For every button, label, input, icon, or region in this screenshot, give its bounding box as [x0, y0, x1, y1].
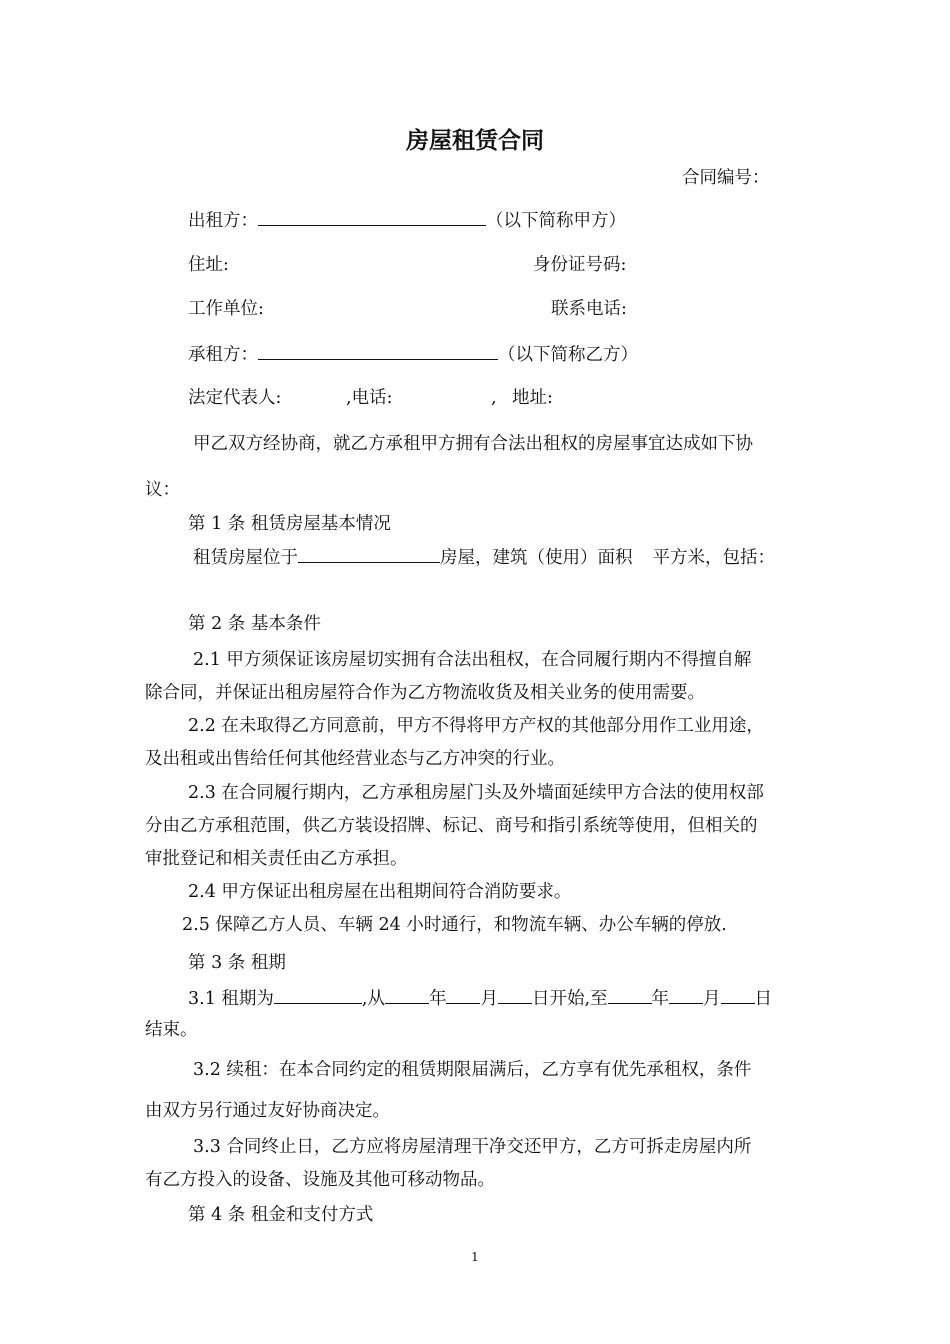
article-2-heading: 第 2 条 基本条件 [188, 614, 321, 634]
document-title: 房屋租赁合同 [406, 128, 544, 154]
term-label: 3.1 租期为 [188, 989, 274, 1009]
id-number-label: 身份证号码: [533, 255, 627, 275]
intro-line-1 [193, 432, 805, 456]
location-prefix: 租赁房屋位于 [193, 548, 298, 568]
legal-rep-phone-label: ,电话: [346, 388, 393, 408]
article-3-heading: 第 3 条 租期 [188, 953, 286, 973]
location-blank[interactable] [298, 545, 440, 563]
end-year-label: 年 [651, 989, 670, 1009]
clause-2-3-line-1: 2.3 在合同履行期内，乙方承租房屋门头及外墙面延续甲方合法的使用权部 [188, 783, 764, 803]
lessee-line [188, 342, 638, 367]
end-month-label: 月 [703, 989, 721, 1009]
work-unit-label: 工作单位: [188, 299, 264, 319]
clause-3-2-line-1: 3.2 续租：在本合同约定的租赁期限届满后，乙方享有优先承租权，条件 [193, 1060, 752, 1080]
lessor-suffix: （以下简称甲方） [486, 211, 626, 231]
clause-2-2-line-1: 2.2 在未取得乙方同意前，甲方不得将甲方产权的其他部分用作工业用途， [188, 716, 764, 736]
clause-2-4: 2.4 甲方保证出租房屋在出租期间符合消防要求。 [188, 882, 572, 902]
clause-2-3-line-3: 审批登记和相关责任由乙方承担。 [145, 849, 408, 869]
start-year-label: 年 [428, 989, 447, 1009]
clause-3-3-line-1: 3.3 合同终止日，乙方应将房屋清理干净交还甲方，乙方可拆走房屋内所 [193, 1137, 752, 1157]
contract-number-label: 合同编号： [682, 168, 770, 188]
article-1-location-line [193, 545, 775, 570]
lessee-suffix: （以下简称乙方） [498, 345, 638, 365]
phone-label: 联系电话: [551, 299, 627, 319]
lessee-label: 承租方： [188, 345, 258, 365]
clause-2-1-line-2: 除合同，并保证出租房屋符合作为乙方物流收货及相关业务的使用需要。 [145, 683, 705, 703]
intro-text-1: 甲乙双方经协商，就乙方承租甲方拥有合法出租权的房屋事宜达成如下协 [193, 434, 753, 454]
start-to-label: 日开始,至 [531, 989, 608, 1009]
legal-rep-comma: , [491, 388, 497, 408]
lessor-label: 出租方： [188, 211, 258, 231]
legal-rep-label: 法定代表人: [188, 388, 282, 408]
end-day-blank[interactable] [721, 986, 755, 1004]
page-number: 1 [471, 1250, 479, 1264]
lessor-name-blank[interactable] [258, 208, 486, 226]
start-day-blank[interactable] [498, 986, 532, 1004]
start-month-label: 月 [480, 989, 498, 1009]
lessor-line [188, 208, 626, 233]
legal-rep-address-label: 地址: [512, 388, 553, 408]
clause-2-3-line-2: 分由乙方承租范围，供乙方装设招牌、标记、商号和指引系统等使用，但相关的 [145, 816, 758, 836]
term-blank[interactable] [274, 986, 362, 1004]
start-year-blank[interactable] [385, 986, 429, 1004]
from-label: ,从 [361, 989, 385, 1009]
address-label: 住址: [188, 255, 229, 275]
clause-2-2-line-2: 及出租或出售给任何其他经营业态与乙方冲突的行业。 [145, 749, 565, 769]
area-unit-text: 平方米，包括： [652, 548, 775, 568]
area-text: 房屋，建筑（使用）面积 [440, 548, 633, 568]
intro-line-2: 议： [145, 480, 180, 500]
end-month-blank[interactable] [669, 986, 703, 1004]
article-1-heading: 第 1 条 租赁房屋基本情况 [188, 514, 391, 534]
clause-3-3-line-2: 有乙方投入的设备、设施及其他可移动物品。 [145, 1170, 495, 1190]
start-month-blank[interactable] [446, 986, 480, 1004]
article-4-heading: 第 4 条 租金和支付方式 [188, 1205, 374, 1225]
clause-2-1-line-1: 2.1 甲方须保证该房屋切实拥有合法出租权，在合同履行期内不得擅自解 [193, 650, 752, 670]
clause-3-2-line-2: 由双方另行通过友好协商决定。 [145, 1101, 390, 1121]
end-year-blank[interactable] [608, 986, 652, 1004]
end-day-label: 日 [754, 989, 773, 1009]
lessee-name-blank[interactable] [258, 342, 498, 360]
clause-3-1-line-1 [188, 986, 772, 1011]
clause-3-1-line-2: 结束。 [145, 1020, 198, 1040]
clause-2-5: 2.5 保障乙方人员、车辆 24 小时通行，和物流车辆、办公车辆的停放. [182, 915, 727, 935]
